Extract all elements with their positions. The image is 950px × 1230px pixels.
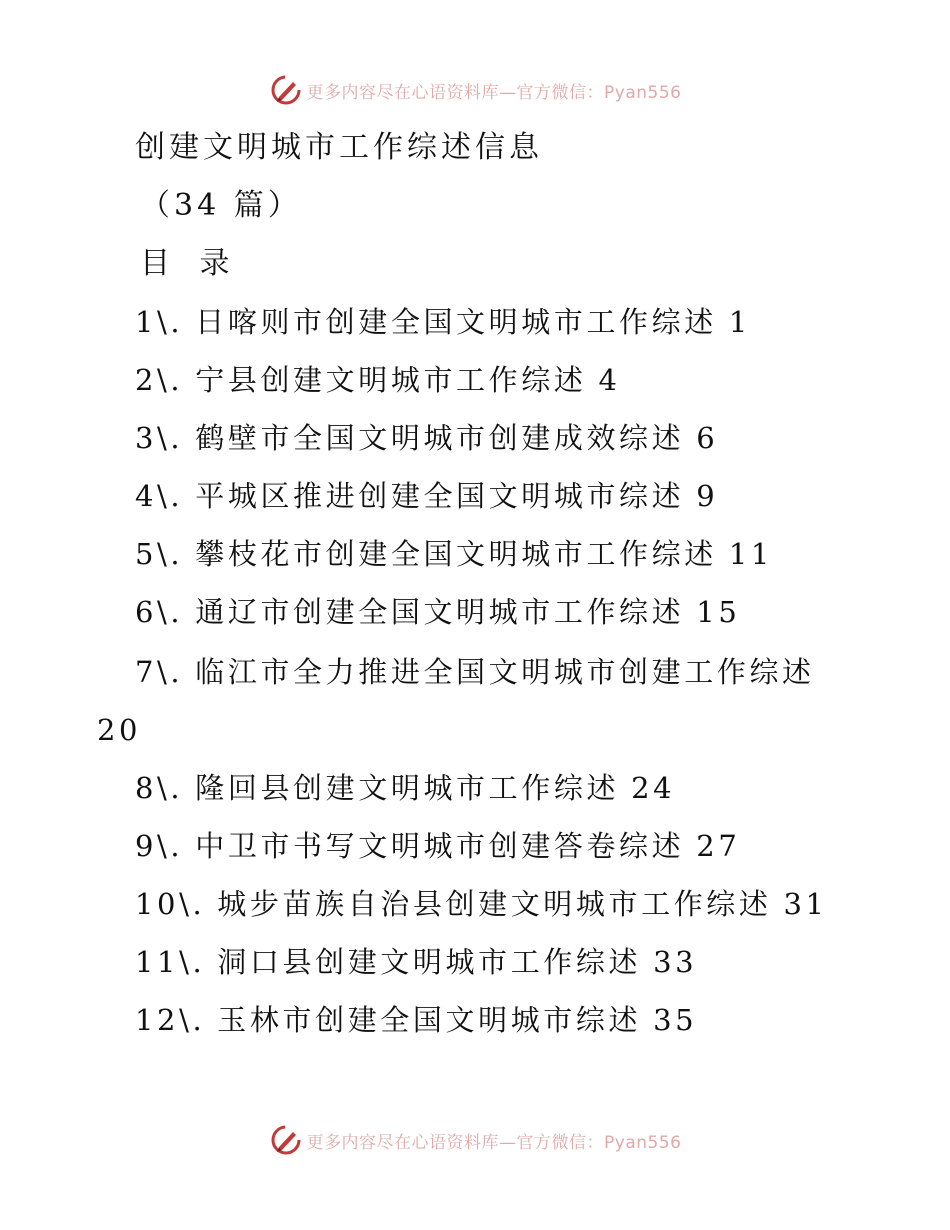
toc-entry[interactable] xyxy=(135,534,773,574)
toc-entry-title: 鹤壁市全国文明城市创建成效综述 xyxy=(195,421,685,455)
toc-entry-page: 27 xyxy=(696,829,741,863)
toc-entry-number: 4\. xyxy=(135,479,184,513)
toc-entry-title: 攀枝花市创建全国文明城市工作综述 xyxy=(195,537,717,571)
document-title: 创建文明城市工作综述信息 xyxy=(135,130,543,165)
toc-entry-title: 玉林市创建全国文明城市综述 xyxy=(217,1003,642,1037)
toc-entry-title: 隆回县创建文明城市工作综述 xyxy=(195,771,620,805)
header-banner xyxy=(0,72,950,108)
toc-entry-number: 8\. xyxy=(135,771,184,805)
toc-entry-page: 6 xyxy=(696,421,719,455)
footer-banner xyxy=(0,1122,950,1158)
toc-entry-title: 临江市全力推进全国文明城市创建工作综述 xyxy=(195,655,815,689)
toc-heading: 目 录 xyxy=(140,246,240,281)
toc-entry-page: 1 xyxy=(728,305,751,339)
toc-entry-page: 35 xyxy=(653,1003,698,1037)
toc-entry[interactable] xyxy=(135,768,675,808)
toc-entry-number: 5\. xyxy=(135,537,184,571)
toc-entry-title: 平城区推进创建全国文明城市综述 xyxy=(195,479,685,513)
pen-logo-icon xyxy=(269,1123,303,1157)
toc-entry-title: 中卫市书写文明城市创建答卷综述 xyxy=(195,829,685,863)
toc-entry-number: 3\. xyxy=(135,421,184,455)
toc-entry[interactable] xyxy=(135,942,697,982)
toc-entry-page: 31 xyxy=(783,887,828,921)
toc-entry-title: 通辽市创建全国文明城市工作综述 xyxy=(195,595,685,629)
toc-entry-page: 33 xyxy=(653,945,698,979)
toc-entry-title: 日喀则市创建全国文明城市工作综述 xyxy=(195,305,717,339)
toc-entry-page: 4 xyxy=(598,363,621,397)
banner-text: 更多内容尽在心语资料库—官方微信：Pyan556 xyxy=(306,82,682,103)
toc-entry-number: 7\. xyxy=(135,655,184,689)
toc-entry-title: 城步苗族自治县创建文明城市工作综述 xyxy=(217,887,772,921)
toc-entry-number: 1\. xyxy=(135,305,184,339)
toc-entry[interactable] xyxy=(135,302,751,342)
toc-entry-number: 10\. xyxy=(135,887,206,921)
pen-logo-icon xyxy=(269,73,303,107)
toc-entry-page: 20 xyxy=(97,713,142,747)
toc-entry-page: 9 xyxy=(696,479,719,513)
toc-entry[interactable] xyxy=(135,826,740,866)
toc-entry[interactable] xyxy=(135,652,815,692)
toc-entry-title: 洞口县创建文明城市工作综述 xyxy=(217,945,642,979)
banner-text: 更多内容尽在心语资料库—官方微信：Pyan556 xyxy=(306,1132,682,1153)
toc-entry-page-wrapped[interactable] xyxy=(97,710,141,750)
toc-entry[interactable] xyxy=(135,884,828,924)
toc-entry[interactable] xyxy=(135,360,621,400)
toc-entry-title: 宁县创建文明城市工作综述 xyxy=(195,363,587,397)
toc-entry-number: 9\. xyxy=(135,829,184,863)
toc-entry-number: 6\. xyxy=(135,595,184,629)
toc-entry-page: 24 xyxy=(631,771,676,805)
toc-entry[interactable] xyxy=(135,592,740,632)
toc-entry-page: 15 xyxy=(696,595,741,629)
toc-entry-number: 2\. xyxy=(135,363,184,397)
article-count: （34 篇） xyxy=(140,188,302,223)
toc-entry[interactable] xyxy=(135,476,718,516)
toc-entry-page: 11 xyxy=(728,537,773,571)
toc-entry[interactable] xyxy=(135,418,718,458)
toc-entry-number: 12\. xyxy=(135,1003,206,1037)
toc-entry[interactable] xyxy=(135,1000,697,1040)
toc-entry-number: 11\. xyxy=(135,945,206,979)
